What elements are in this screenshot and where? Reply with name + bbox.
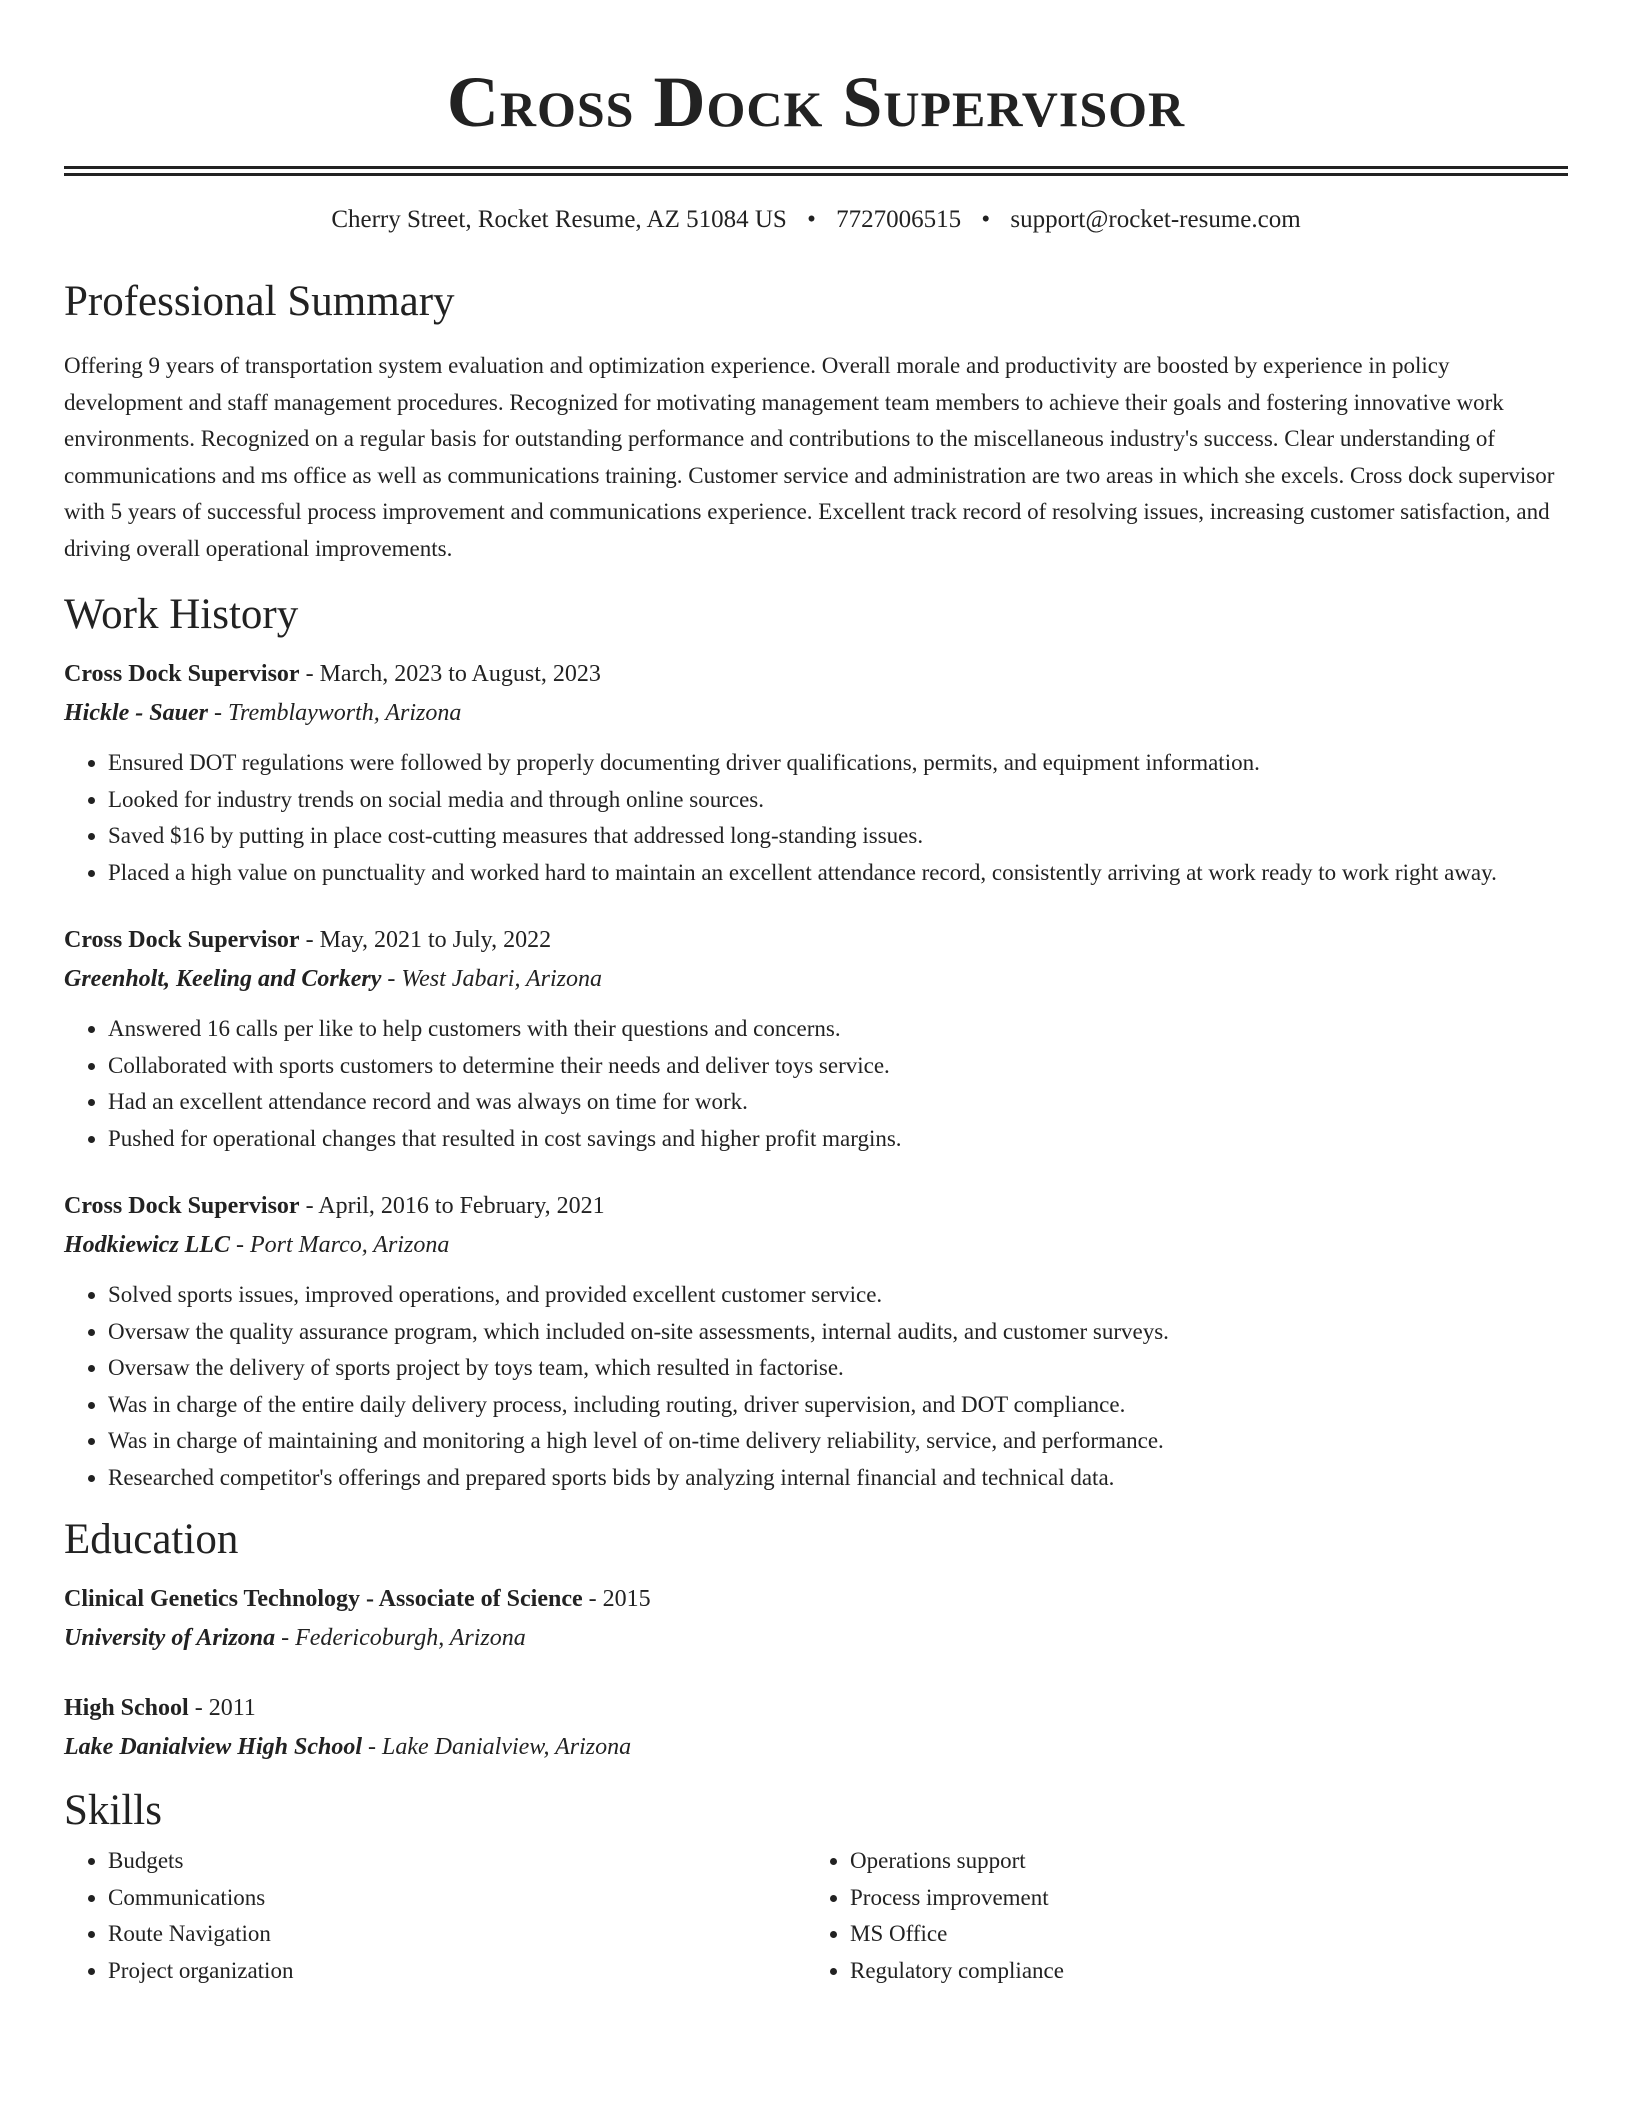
skills-title: Skills	[64, 1787, 162, 1834]
skill-item: • Budgets	[108, 1843, 806, 1880]
skills-list-left	[64, 1843, 806, 1989]
job-dates: - May, 2021 to July, 2022	[299, 927, 552, 953]
job-bullet: • Had an excellent attendance record and was always on time for work.	[108, 1084, 1568, 1121]
job-location: - West Jabari, Arizona	[381, 966, 603, 992]
work-history-title: Work History	[64, 591, 299, 638]
skill-item: • Communications	[108, 1880, 806, 1917]
education-title: Education	[64, 1516, 239, 1563]
education-school-line	[64, 1728, 1568, 1767]
job-bullets	[64, 745, 1568, 891]
education-school: Lake Danialview High School	[64, 1734, 363, 1760]
skill-item: • Operations support	[850, 1843, 1548, 1880]
job-bullet: • Researched competitor's offerings and prepared sports bids by analyzing internal financial and technical data.	[108, 1460, 1568, 1497]
education-year: - 2011	[188, 1695, 256, 1721]
job-bullet: • Saved $16 by putting in place cost-cutting measures that addressed long-standing issues.	[108, 818, 1568, 855]
job-company-line	[64, 1226, 1568, 1265]
education-school-line	[64, 1619, 1568, 1658]
job-role: Cross Dock Supervisor	[64, 927, 300, 953]
candidate-name: Cross Dock Supervisor	[446, 62, 1186, 142]
contact-email: support@rocket-resume.com	[1010, 206, 1301, 233]
education-degree-line	[64, 1580, 1568, 1619]
job-role: Cross Dock Supervisor	[64, 661, 300, 687]
skills-columns	[64, 1843, 1568, 1989]
job-location: - Tremblayworth, Arizona	[208, 700, 462, 726]
job-role: Cross Dock Supervisor	[64, 1193, 300, 1219]
work-history-section	[64, 589, 1568, 1496]
job-bullets	[64, 1011, 1568, 1157]
job-entry	[64, 655, 1568, 891]
job-title-line	[64, 1187, 1568, 1226]
summary-text: Offering 9 years of transportation system evaluation and optimization experience. Overall morale and productivity are boosted by experience in policy development and staff management procedures. Recognized for motivating management team members to achieve their goals and fostering innovative work environments. Recognized on a regular basis for outstanding performance and contributions to the miscellaneous industry's success. Clear understanding of communications and ms office as well as communications training. Customer service and administration are two areas in which she excels. Cross dock supervisor with 5 years of successful process improvement and communications experience. Excellent track record of resolving issues, increasing customer satisfaction, and driving overall operational improvements.	[64, 353, 1555, 561]
education-location: - Federicoburgh, Arizona	[275, 1625, 526, 1651]
contact-separator: •	[807, 206, 816, 233]
job-entry	[64, 921, 1568, 1157]
education-school: University of Arizona	[64, 1625, 276, 1651]
skill-item: • MS Office	[850, 1916, 1548, 1953]
contact-phone: 7727006515	[836, 206, 962, 233]
job-title-line	[64, 921, 1568, 960]
contact-address: Cherry Street, Rocket Resume, AZ 51084 US	[331, 206, 787, 233]
skill-item: • Route Navigation	[108, 1916, 806, 1953]
job-bullet: • Looked for industry trends on social media and through online sources.	[108, 782, 1568, 819]
job-bullet: • Was in charge of the entire daily delivery process, including routing, driver supervision, and DOT compliance.	[108, 1387, 1568, 1424]
summary-title: Professional Summary	[64, 278, 455, 325]
skill-item: • Regulatory compliance	[850, 1953, 1548, 1990]
job-company-line	[64, 960, 1568, 999]
education-degree-line	[64, 1689, 1568, 1728]
resume-page	[64, 0, 1568, 1989]
job-company: Hickle - Sauer	[64, 700, 208, 726]
job-bullet: • Was in charge of maintaining and monitoring a high level of on-time delivery reliability, service, and performance.	[108, 1423, 1568, 1460]
education-degree: Clinical Genetics Technology - Associate of Science	[64, 1586, 583, 1612]
skills-list-right	[806, 1843, 1548, 1989]
education-section	[64, 1514, 1568, 1767]
education-degree: High School	[64, 1695, 189, 1721]
education-year: - 2015	[582, 1586, 651, 1612]
summary-section	[64, 276, 1568, 567]
job-company-line	[64, 694, 1568, 733]
job-dates: - April, 2016 to February, 2021	[299, 1193, 605, 1219]
job-bullet: • Ensured DOT regulations were followed by properly documenting driver qualifications, permits, and equipment information.	[108, 745, 1568, 782]
job-bullet: • Oversaw the quality assurance program, which included on-site assessments, internal audits, and customer surveys.	[108, 1314, 1568, 1351]
job-bullet: • Answered 16 calls per like to help customers with their questions and concerns.	[108, 1011, 1568, 1048]
header-divider	[64, 166, 1568, 176]
education-entry	[64, 1580, 1568, 1658]
job-bullet: • Placed a high value on punctuality and worked hard to maintain an excellent attendance record, consistently arriving at work ready to work right away.	[108, 855, 1568, 892]
job-entry	[64, 1187, 1568, 1496]
job-company: Hodkiewicz LLC	[64, 1232, 230, 1258]
job-bullets	[64, 1277, 1568, 1496]
job-bullet: • Oversaw the delivery of sports project by toys team, which resulted in factorise.	[108, 1350, 1568, 1387]
job-bullet: • Pushed for operational changes that resulted in cost savings and higher profit margins.	[108, 1121, 1568, 1158]
job-dates: - March, 2023 to August, 2023	[299, 661, 601, 687]
job-bullet: • Collaborated with sports customers to determine their needs and deliver toys service.	[108, 1048, 1568, 1085]
job-title-line	[64, 655, 1568, 694]
skill-item: • Process improvement	[850, 1880, 1548, 1917]
job-company: Greenholt, Keeling and Corkery	[64, 966, 382, 992]
skill-item: • Project organization	[108, 1953, 806, 1990]
education-location: - Lake Danialview, Arizona	[362, 1734, 632, 1760]
job-bullet: • Solved sports issues, improved operations, and provided excellent customer service.	[108, 1277, 1568, 1314]
contact-separator: •	[981, 206, 991, 233]
job-location: - Port Marco, Arizona	[229, 1232, 450, 1258]
contact-line	[64, 204, 1568, 236]
skills-section	[64, 1785, 1568, 1989]
education-entry	[64, 1689, 1568, 1767]
